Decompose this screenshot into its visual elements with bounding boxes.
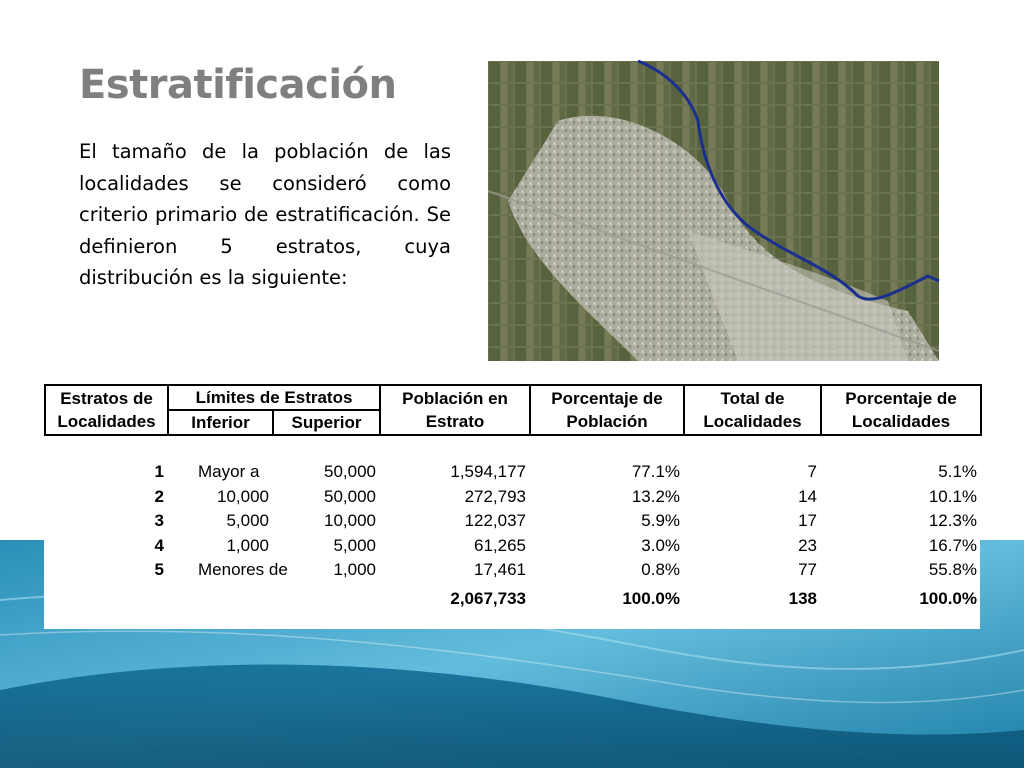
cell-total-localidades: 17 (798, 511, 818, 530)
header-pct-poblacion-line1: Porcentaje de (551, 389, 663, 408)
header-total-localidades-line2: Localidades (703, 412, 802, 431)
header-inferior: Inferior (168, 410, 273, 435)
cell-pct-poblacion: 0.8% (641, 560, 681, 579)
cell-inferior: 10,000 (217, 486, 269, 506)
header-pct-poblacion (530, 385, 684, 435)
header-pct-poblacion-line2: Población (566, 412, 648, 431)
cell-poblacion: 17,461 (474, 560, 527, 579)
header-total-localidades-line1: Total de (720, 389, 785, 408)
cell-estrato: 3 (154, 511, 164, 530)
cell-inferior: Mayor a (198, 462, 260, 481)
cell-pct-localidades: 12.3% (928, 511, 978, 530)
cell-superior: 10,000 (324, 511, 377, 530)
cell-pct-poblacion: 3.0% (641, 535, 681, 555)
cell-poblacion: 1,594,177 (450, 462, 527, 481)
header-pct-localidades (821, 385, 981, 435)
table-row (45, 534, 981, 559)
cell-estrato: 1 (154, 462, 164, 481)
header-superior: Superior (273, 410, 380, 435)
satellite-map-image (488, 61, 939, 361)
header-pct-localidades-line2: Localidades (851, 412, 951, 431)
cell-superior: 1,000 (333, 560, 377, 579)
strata-table (44, 384, 980, 629)
header-poblacion-line2: Estrato (425, 412, 485, 431)
table-row (45, 485, 981, 510)
table-row (45, 558, 981, 583)
cell-estrato: 4 (154, 535, 164, 555)
cell-poblacion: 122,037 (464, 511, 527, 530)
table-row (45, 460, 981, 485)
cell-poblacion: 272,793 (464, 486, 527, 506)
cell-pct-localidades: 5.1% (938, 462, 978, 481)
spacer-row (45, 435, 981, 460)
totals-row (45, 583, 981, 614)
header-pct-localidades-line1: Porcentaje de (845, 389, 957, 408)
cell-estrato: 5 (154, 560, 164, 579)
cell-total-localidades: 7 (807, 462, 818, 481)
cell-pct-localidades: 10.1% (928, 486, 978, 506)
cell-pct-localidades: 16.7% (928, 535, 978, 555)
cell-inferior: 5,000 (226, 511, 269, 530)
cell-pct-poblacion: 5.9% (641, 511, 681, 530)
header-estratos (45, 385, 168, 435)
cell-estrato: 2 (154, 486, 164, 506)
cell-pct-localidades: 55.8% (928, 560, 978, 579)
header-poblacion-line1: Población en (402, 389, 508, 408)
cell-total-localidades: 23 (798, 535, 818, 555)
total-localidades: 138 (788, 588, 818, 608)
total-poblacion: 2,067,733 (450, 588, 527, 608)
cell-total-localidades: 14 (798, 486, 818, 506)
cell-pct-poblacion: 13.2% (631, 486, 681, 506)
cell-inferior: 1,000 (226, 535, 269, 555)
header-limites: Límites de Estratos (168, 385, 380, 410)
total-pct-poblacion: 100.0% (622, 588, 681, 608)
cell-poblacion: 61,265 (474, 535, 527, 555)
header-estratos-line2: Localidades (57, 412, 156, 431)
slide-title: Estratificación (79, 62, 397, 108)
cell-inferior: Menores de (198, 560, 288, 579)
total-pct-localidades: 100.0% (919, 588, 978, 608)
cell-pct-poblacion: 77.1% (631, 462, 681, 481)
header-poblacion (380, 385, 530, 435)
table-row (45, 509, 981, 534)
slide-paragraph: El tamaño de la población de las localidades se consideró como criterio primario de estratificación. Se definieron 5 estratos, cuya distribución es la siguiente: (79, 140, 451, 289)
cell-superior: 50,000 (324, 462, 377, 481)
cell-total-localidades: 77 (798, 560, 818, 579)
header-estratos-line1: Estratos de (60, 389, 153, 408)
cell-superior: 5,000 (333, 535, 377, 555)
cell-superior: 50,000 (324, 486, 377, 506)
header-total-localidades (684, 385, 821, 435)
